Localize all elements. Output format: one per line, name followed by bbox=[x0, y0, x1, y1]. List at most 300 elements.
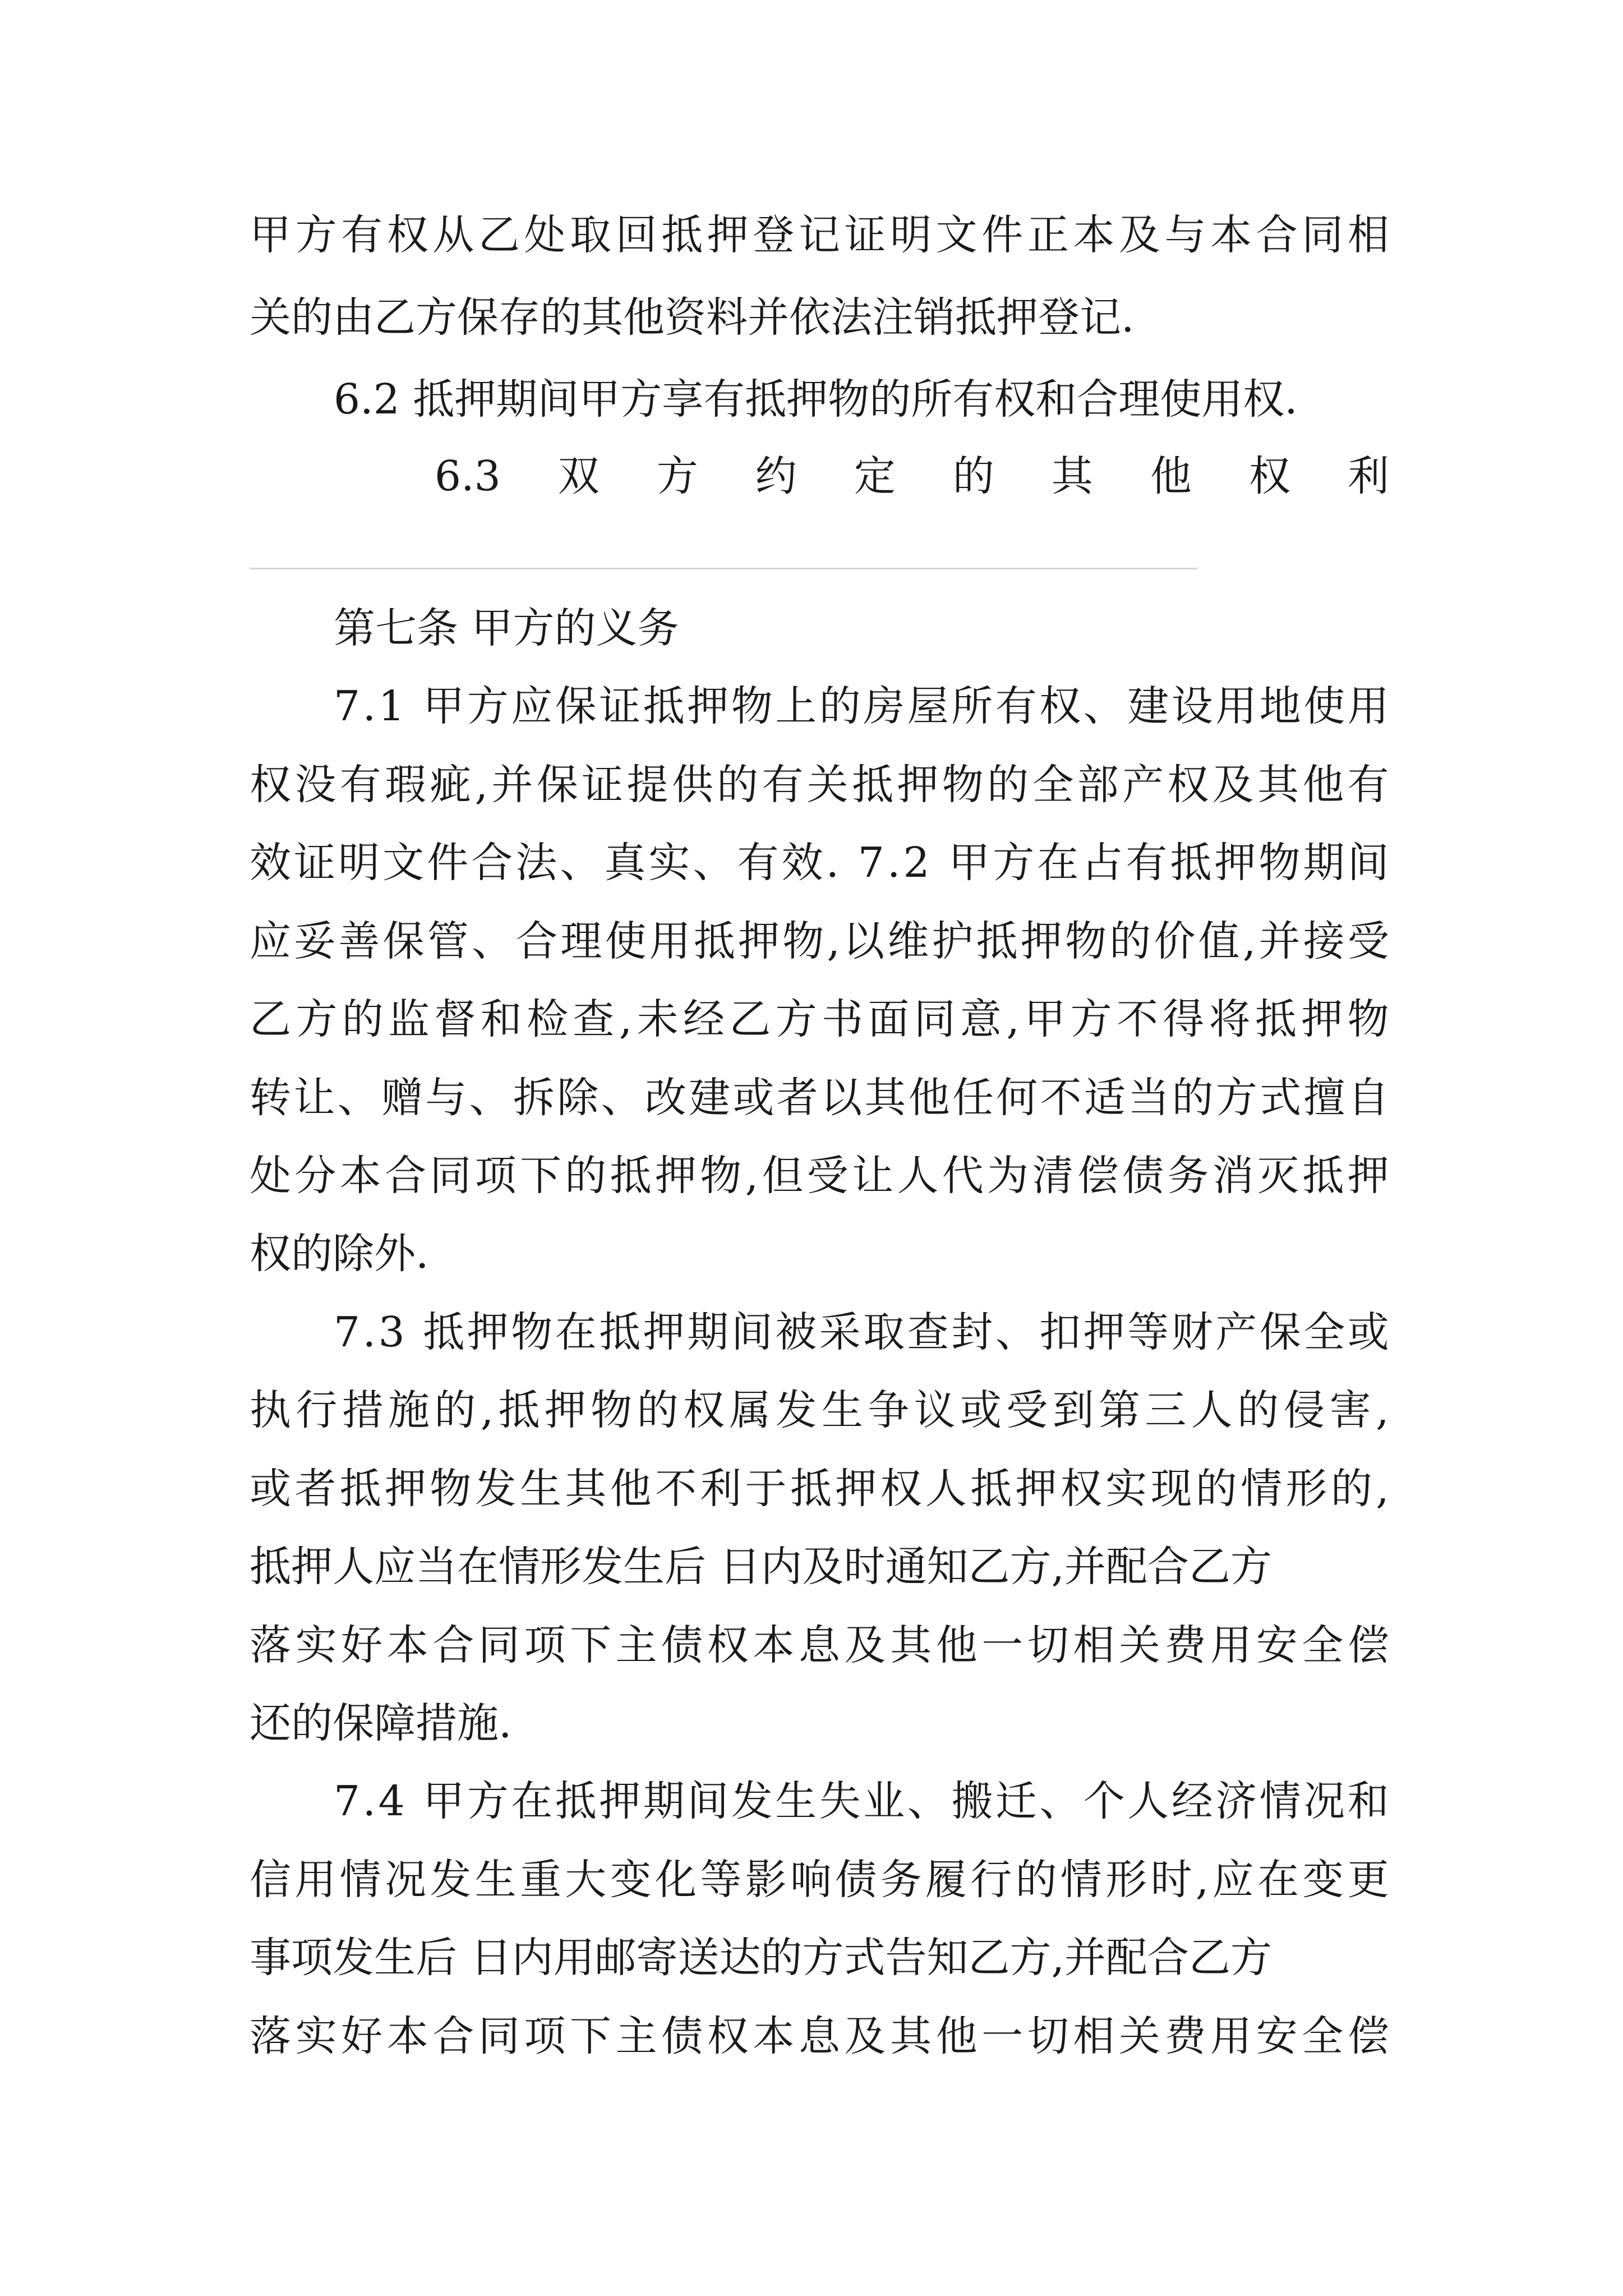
text-char: 其 bbox=[565, 1465, 607, 1513]
text-char: 证 bbox=[294, 839, 336, 887]
text-char: 抵 bbox=[661, 211, 703, 259]
text-char: 屋 bbox=[907, 682, 949, 730]
text-char: 好 bbox=[341, 1621, 383, 1669]
text-char: 查 bbox=[573, 995, 615, 1043]
text-line-7 bbox=[250, 759, 1389, 811]
text-char: 文 bbox=[935, 211, 978, 259]
text-char: 件 bbox=[981, 211, 1023, 259]
text-line-12 bbox=[250, 1150, 1389, 1202]
text-char: 自 bbox=[1347, 1074, 1389, 1122]
text-char: 议 bbox=[914, 1386, 956, 1434]
text-char: 甲 bbox=[423, 682, 465, 730]
clause-6-3-token: 方 bbox=[656, 452, 698, 500]
text-char: 落 bbox=[250, 2012, 291, 2060]
text-char: 、 bbox=[469, 1074, 511, 1122]
text-char: 查 bbox=[907, 1308, 949, 1356]
text-char: 押 bbox=[1020, 917, 1062, 965]
text-char: 方 bbox=[993, 839, 1035, 887]
text-line-4 bbox=[435, 450, 1389, 502]
text-char: 及 bbox=[1212, 761, 1254, 809]
text-line-3: 6.2 抵押期间甲方享有抵押物的所有权和合理使用权. bbox=[334, 375, 1298, 424]
text-char: 实 bbox=[648, 839, 690, 887]
text-char: 实 bbox=[1105, 1465, 1147, 1513]
text-line-18 bbox=[250, 1619, 1389, 1671]
text-char: 行 bbox=[296, 1386, 338, 1434]
text-char: 权 bbox=[250, 761, 291, 809]
text-char: 用 bbox=[1210, 2012, 1252, 2060]
text-char: 权 bbox=[707, 1621, 749, 1669]
text-char: 其 bbox=[890, 2012, 932, 2060]
text-char: 4 bbox=[378, 1777, 405, 1825]
text-char: 保 bbox=[536, 761, 578, 809]
text-char: 更 bbox=[1347, 1856, 1389, 1904]
text-char: 他 bbox=[908, 1074, 950, 1122]
text-char: . bbox=[826, 839, 840, 887]
text-char: 的 bbox=[342, 995, 384, 1043]
horizontal-divider bbox=[250, 568, 1197, 569]
text-char: 其 bbox=[864, 1074, 906, 1122]
text-char: 任 bbox=[952, 1074, 994, 1122]
text-line-8 bbox=[250, 837, 1389, 889]
text-char: 押 bbox=[654, 1152, 697, 1200]
text-char: 不 bbox=[1116, 995, 1158, 1043]
text-char: 占 bbox=[1081, 839, 1123, 887]
text-char: , bbox=[827, 917, 840, 965]
text-char: 接 bbox=[1303, 917, 1345, 965]
text-char: 真 bbox=[604, 839, 646, 887]
text-char: , bbox=[1376, 1465, 1389, 1513]
text-char: 他 bbox=[935, 2012, 978, 2060]
text-char: 失 bbox=[819, 1777, 861, 1825]
text-char: 使 bbox=[1303, 682, 1345, 730]
text-char: 何 bbox=[996, 1074, 1038, 1122]
text-char: 用 bbox=[1215, 682, 1257, 730]
text-char: , bbox=[1242, 917, 1256, 965]
text-char: 及 bbox=[844, 1621, 886, 1669]
text-char: 受 bbox=[1006, 1386, 1048, 1434]
text-line-13: 权的除外. bbox=[250, 1230, 429, 1278]
text-char: 以 bbox=[820, 1074, 863, 1122]
text-char: 清 bbox=[1032, 1152, 1074, 1200]
text-char: 消 bbox=[1212, 1152, 1254, 1200]
text-char: 行 bbox=[970, 1856, 1012, 1904]
text-char: 妥 bbox=[294, 917, 336, 965]
text-char: 等 bbox=[1127, 1308, 1169, 1356]
text-char: 发 bbox=[474, 1465, 517, 1513]
text-char: 提 bbox=[626, 761, 668, 809]
text-char: 费 bbox=[1164, 1621, 1206, 1669]
text-char: 7 bbox=[334, 682, 361, 730]
text-char: 物 bbox=[731, 682, 773, 730]
text-char: 方 bbox=[467, 1777, 509, 1825]
text-char: 检 bbox=[527, 995, 569, 1043]
text-char: 好 bbox=[341, 2012, 383, 2060]
text-char: 下 bbox=[519, 1152, 561, 1200]
text-char: 本 bbox=[339, 1152, 381, 1200]
text-char: 或 bbox=[960, 1386, 1002, 1434]
text-char: 维 bbox=[887, 917, 929, 965]
text-char: 抵 bbox=[423, 1308, 465, 1356]
text-char: 疵 bbox=[430, 761, 472, 809]
text-char: 受 bbox=[1347, 917, 1389, 965]
text-char: 处 bbox=[524, 211, 566, 259]
text-char: 情 bbox=[1259, 1777, 1301, 1825]
text-char: 抵 bbox=[555, 1777, 597, 1825]
text-char: 房 bbox=[863, 682, 905, 730]
text-char: 不 bbox=[1040, 1074, 1082, 1122]
text-char: 关 bbox=[1118, 2012, 1160, 2060]
clause-6-3-token: 利 bbox=[1347, 452, 1389, 500]
text-char: 有 bbox=[339, 761, 381, 809]
text-char: 权 bbox=[1167, 761, 1209, 809]
text-char: 同 bbox=[478, 2012, 520, 2060]
text-char: 财 bbox=[1171, 1308, 1213, 1356]
text-char: 项 bbox=[474, 1152, 517, 1200]
text-char: 物 bbox=[430, 1465, 472, 1513]
text-char: 值 bbox=[1198, 917, 1240, 965]
text-char bbox=[933, 837, 946, 889]
text-char: 用 bbox=[1347, 682, 1389, 730]
text-char: . bbox=[362, 682, 376, 730]
text-char: 相 bbox=[1073, 2012, 1115, 2060]
text-char: 、 bbox=[1039, 1777, 1081, 1825]
text-char: , bbox=[1195, 1856, 1209, 1904]
text-char: 或 bbox=[1347, 1308, 1389, 1356]
text-char: 济 bbox=[1215, 1777, 1257, 1825]
text-char: 间 bbox=[1347, 839, 1389, 887]
text-char: 变 bbox=[1302, 1856, 1344, 1904]
text-char: 者 bbox=[776, 1074, 818, 1122]
text-char: 适 bbox=[1083, 1074, 1126, 1122]
text-char: 现 bbox=[1150, 1465, 1192, 1513]
text-char: 务 bbox=[880, 1856, 922, 1904]
text-char: 到 bbox=[1052, 1386, 1094, 1434]
text-char: 全 bbox=[1303, 1308, 1345, 1356]
text-char: 相 bbox=[1347, 211, 1389, 259]
text-char: 本 bbox=[386, 2012, 428, 2060]
text-char: 方 bbox=[1215, 1074, 1257, 1122]
text-char: 押 bbox=[599, 1777, 641, 1825]
text-char: 法 bbox=[515, 839, 557, 887]
clause-6-3-token: 权 bbox=[1248, 452, 1290, 500]
text-char: 项 bbox=[524, 2012, 566, 2060]
text-char: 用 bbox=[1210, 1621, 1252, 1669]
text-char: 、 bbox=[471, 917, 513, 965]
text-char: 在 bbox=[1257, 1856, 1299, 1904]
text-char: 同 bbox=[430, 1152, 472, 1200]
text-char: 切 bbox=[1027, 1621, 1069, 1669]
text-char: 押 bbox=[1214, 839, 1256, 887]
text-char: 下 bbox=[570, 1621, 612, 1669]
text-char: 及 bbox=[844, 2012, 886, 2060]
text-char: 期 bbox=[643, 1777, 685, 1825]
text-char: 、 bbox=[693, 839, 735, 887]
text-char: 况 bbox=[384, 1856, 426, 1904]
text-char: 押 bbox=[1083, 1308, 1125, 1356]
text-char: 用 bbox=[294, 1856, 336, 1904]
text-char: , bbox=[745, 1152, 759, 1200]
text-char: 件 bbox=[427, 839, 469, 887]
text-char: 权 bbox=[386, 211, 428, 259]
text-char: 物 bbox=[511, 1308, 553, 1356]
text-char: 他 bbox=[1302, 761, 1344, 809]
text-char: 封 bbox=[951, 1308, 993, 1356]
text-char: 1 bbox=[378, 682, 405, 730]
text-char: 所 bbox=[951, 682, 993, 730]
text-char: 效 bbox=[781, 839, 823, 887]
text-char: 与 bbox=[1164, 211, 1206, 259]
text-char: 、 bbox=[995, 1308, 1037, 1356]
text-char: 抵 bbox=[1302, 1152, 1344, 1200]
text-char: 的 bbox=[1330, 1465, 1372, 1513]
text-char: 人 bbox=[897, 1152, 939, 1200]
text-char: 押 bbox=[1301, 995, 1343, 1043]
text-char: 地 bbox=[1259, 682, 1301, 730]
text-char: 甲 bbox=[423, 1777, 465, 1825]
text-char: 其 bbox=[1257, 761, 1299, 809]
clause-6-3-token: 约 bbox=[755, 452, 797, 500]
text-char: 7 bbox=[857, 839, 884, 887]
text-char: 明 bbox=[890, 211, 932, 259]
text-char: 发 bbox=[430, 1856, 472, 1904]
clause-6-3-token: 其 bbox=[1051, 452, 1093, 500]
text-char: 迁 bbox=[995, 1777, 1037, 1825]
text-char: 式 bbox=[1260, 1074, 1302, 1122]
text-char: 押 bbox=[1347, 1152, 1389, 1200]
text-char: 本 bbox=[1073, 211, 1115, 259]
text-char: 将 bbox=[1209, 995, 1251, 1043]
text-char: 全 bbox=[1302, 2012, 1344, 2060]
text-char: 方 bbox=[296, 995, 338, 1043]
text-line-19: 还的保障措施. bbox=[250, 1699, 512, 1747]
text-char: 有 bbox=[762, 761, 804, 809]
text-char: 押 bbox=[738, 917, 780, 965]
text-char: 重 bbox=[519, 1856, 561, 1904]
text-char: 发 bbox=[731, 1777, 773, 1825]
text-char: 搬 bbox=[951, 1777, 993, 1825]
text-char: 代 bbox=[942, 1152, 984, 1200]
text-char: 况 bbox=[1303, 1777, 1345, 1825]
text-line-6 bbox=[334, 680, 1389, 732]
text-char: 生 bbox=[474, 1856, 517, 1904]
text-char: 灭 bbox=[1257, 1152, 1299, 1200]
text-char: 用 bbox=[649, 917, 691, 965]
text-char: 形 bbox=[1285, 1465, 1327, 1513]
text-char: 的 bbox=[987, 761, 1029, 809]
text-char: 于 bbox=[745, 1465, 787, 1513]
text-char: 权 bbox=[880, 1465, 922, 1513]
text-char: 变 bbox=[610, 1856, 652, 1904]
text-char: 经 bbox=[1171, 1777, 1213, 1825]
clause-6-3-token: 他 bbox=[1150, 452, 1192, 500]
text-char: 物 bbox=[1065, 917, 1107, 965]
text-char: 的 bbox=[1015, 1856, 1057, 1904]
text-char: 保 bbox=[1259, 1308, 1301, 1356]
text-char: 为 bbox=[987, 1152, 1029, 1200]
text-char: 偿 bbox=[1077, 1152, 1119, 1200]
text-char: 抵 bbox=[1255, 995, 1297, 1043]
text-char: 施 bbox=[388, 1386, 430, 1434]
text-char: 生 bbox=[519, 1465, 561, 1513]
text-char: 甲 bbox=[1024, 995, 1066, 1043]
text-char: , bbox=[619, 995, 633, 1043]
text-char: 权 bbox=[1039, 682, 1081, 730]
text-char: 实 bbox=[295, 2012, 337, 2060]
text-char: 个 bbox=[1083, 1777, 1125, 1825]
text-char: 乙 bbox=[729, 995, 771, 1043]
text-char: 、 bbox=[601, 1074, 643, 1122]
text-char: 上 bbox=[775, 682, 817, 730]
text-char: 有 bbox=[1347, 761, 1389, 809]
text-char: 安 bbox=[1256, 1621, 1298, 1669]
text-char: 项 bbox=[524, 1621, 566, 1669]
text-char: 抵 bbox=[976, 917, 1018, 965]
text-char: 费 bbox=[1164, 2012, 1206, 2060]
text-char: 权 bbox=[683, 1386, 725, 1434]
text-line-1 bbox=[250, 209, 1389, 261]
text-char: 扣 bbox=[1039, 1308, 1081, 1356]
clause-6-3-token: 定 bbox=[854, 452, 896, 500]
text-char: 物 bbox=[942, 761, 984, 809]
text-char: 但 bbox=[762, 1152, 804, 1200]
text-char: 转 bbox=[250, 1074, 291, 1122]
text-char: 情 bbox=[339, 1856, 381, 1904]
text-char: 切 bbox=[1027, 2012, 1069, 2060]
text-char: 供 bbox=[671, 761, 713, 809]
text-char: 物 bbox=[591, 1386, 633, 1434]
text-char: 落 bbox=[250, 1621, 291, 1669]
text-char: 履 bbox=[925, 1856, 967, 1904]
text-char: 权 bbox=[1060, 1465, 1102, 1513]
text-char: 生 bbox=[822, 1386, 863, 1434]
text-char: 抵 bbox=[643, 682, 685, 730]
text-char: 间 bbox=[687, 1777, 729, 1825]
text-char: 登 bbox=[753, 211, 795, 259]
text-char: 监 bbox=[388, 995, 430, 1043]
text-char: 下 bbox=[570, 2012, 612, 2060]
text-char: 抵 bbox=[339, 1465, 381, 1513]
text-char: 的 bbox=[434, 1386, 476, 1434]
text-char: 物 bbox=[782, 917, 824, 965]
text-char: 信 bbox=[250, 1856, 291, 1904]
text-char: 书 bbox=[822, 995, 863, 1043]
text-char: 措 bbox=[342, 1386, 384, 1434]
text-char: 的 bbox=[1172, 1074, 1214, 1122]
text-char: 等 bbox=[700, 1856, 742, 1904]
text-line-22: 事项发生后 日内用邮寄送达的方式告知乙方,并配合乙方 bbox=[250, 1934, 1272, 1982]
text-char: 押 bbox=[384, 1465, 426, 1513]
text-char: 影 bbox=[745, 1856, 787, 1904]
text-char: 方 bbox=[1070, 995, 1112, 1043]
text-char: 和 bbox=[480, 995, 522, 1043]
text-char: 7 bbox=[334, 1777, 361, 1825]
text-char: 、 bbox=[907, 1777, 949, 1825]
text-char: 有 bbox=[737, 839, 779, 887]
text-char: 间 bbox=[731, 1308, 773, 1356]
text-char: 效 bbox=[250, 839, 291, 887]
text-line-2: 关的由乙方保存的其他资料并依法注销抵押登记. bbox=[250, 293, 1135, 342]
clause-6-3-token: 6.3 bbox=[435, 452, 501, 500]
text-char: 应 bbox=[1212, 1856, 1254, 1904]
text-char: 取 bbox=[570, 211, 612, 259]
text-char: 管 bbox=[427, 917, 469, 965]
text-char: 明 bbox=[338, 839, 380, 887]
text-char: 害 bbox=[1329, 1386, 1371, 1434]
text-char: 处 bbox=[250, 1152, 291, 1200]
text-char: 受 bbox=[806, 1152, 849, 1200]
text-char: 甲 bbox=[948, 839, 990, 887]
text-char: , bbox=[1376, 1386, 1389, 1434]
section-heading: 第七条 甲方的义务 bbox=[334, 604, 679, 652]
text-char: 的 bbox=[565, 1152, 607, 1200]
text-char: 者 bbox=[294, 1465, 336, 1513]
text-char: 产 bbox=[1215, 1308, 1257, 1356]
clause-6-3-token: 的 bbox=[952, 452, 994, 500]
text-char: 他 bbox=[610, 1465, 652, 1513]
text-line-23 bbox=[250, 2010, 1389, 2062]
text-char: 同 bbox=[478, 1621, 520, 1669]
text-char: 债 bbox=[835, 1856, 877, 1904]
text-char: 押 bbox=[687, 682, 729, 730]
text-char: 化 bbox=[654, 1856, 697, 1904]
text-char: 和 bbox=[1347, 1777, 1389, 1825]
text-char: 合 bbox=[432, 1621, 474, 1669]
text-char: 乙 bbox=[250, 995, 291, 1043]
text-char: . bbox=[362, 1777, 376, 1825]
text-char: 的 bbox=[819, 682, 861, 730]
text-char: 抵 bbox=[610, 1152, 652, 1200]
text-char: , bbox=[474, 761, 488, 809]
text-char: 债 bbox=[661, 1621, 703, 1669]
text-line-11 bbox=[250, 1072, 1389, 1124]
text-char: 方 bbox=[295, 211, 337, 259]
text-char: 息 bbox=[798, 2012, 840, 2060]
text-char: 债 bbox=[1122, 1152, 1164, 1200]
text-char: 偿 bbox=[1347, 1621, 1389, 1669]
text-char: 人 bbox=[1127, 1777, 1169, 1825]
text-char: 在 bbox=[1037, 839, 1079, 887]
text-char: 的 bbox=[1237, 1386, 1279, 1434]
text-char: 或 bbox=[250, 1465, 291, 1513]
text-char: 改 bbox=[644, 1074, 686, 1122]
text-line-14 bbox=[334, 1306, 1389, 1358]
text-char: 期 bbox=[1303, 839, 1345, 887]
text-line-15 bbox=[250, 1384, 1389, 1436]
text-char: 使 bbox=[605, 917, 647, 965]
text-char: 面 bbox=[868, 995, 910, 1043]
text-char: 价 bbox=[1154, 917, 1196, 965]
text-char: 除 bbox=[557, 1074, 599, 1122]
text-char: 7 bbox=[334, 1308, 361, 1356]
text-char: 合 bbox=[1256, 211, 1298, 259]
text-char: 生 bbox=[775, 1777, 817, 1825]
text-char: 正 bbox=[1027, 211, 1069, 259]
text-char: 抵 bbox=[790, 1465, 832, 1513]
text-char: 同 bbox=[914, 995, 956, 1043]
text-char bbox=[407, 1306, 421, 1358]
text-char: 押 bbox=[1015, 1465, 1057, 1513]
text-char: 主 bbox=[615, 1621, 657, 1669]
text-char: , bbox=[1006, 995, 1020, 1043]
text-char: 与 bbox=[425, 1074, 467, 1122]
text-char: 被 bbox=[775, 1308, 817, 1356]
text-char: 乙 bbox=[478, 211, 520, 259]
text-char: 相 bbox=[1073, 1621, 1115, 1669]
text-char: 利 bbox=[700, 1465, 742, 1513]
text-char: 从 bbox=[432, 211, 474, 259]
text-char: 时 bbox=[1150, 1856, 1192, 1904]
text-char: 保 bbox=[382, 917, 425, 965]
